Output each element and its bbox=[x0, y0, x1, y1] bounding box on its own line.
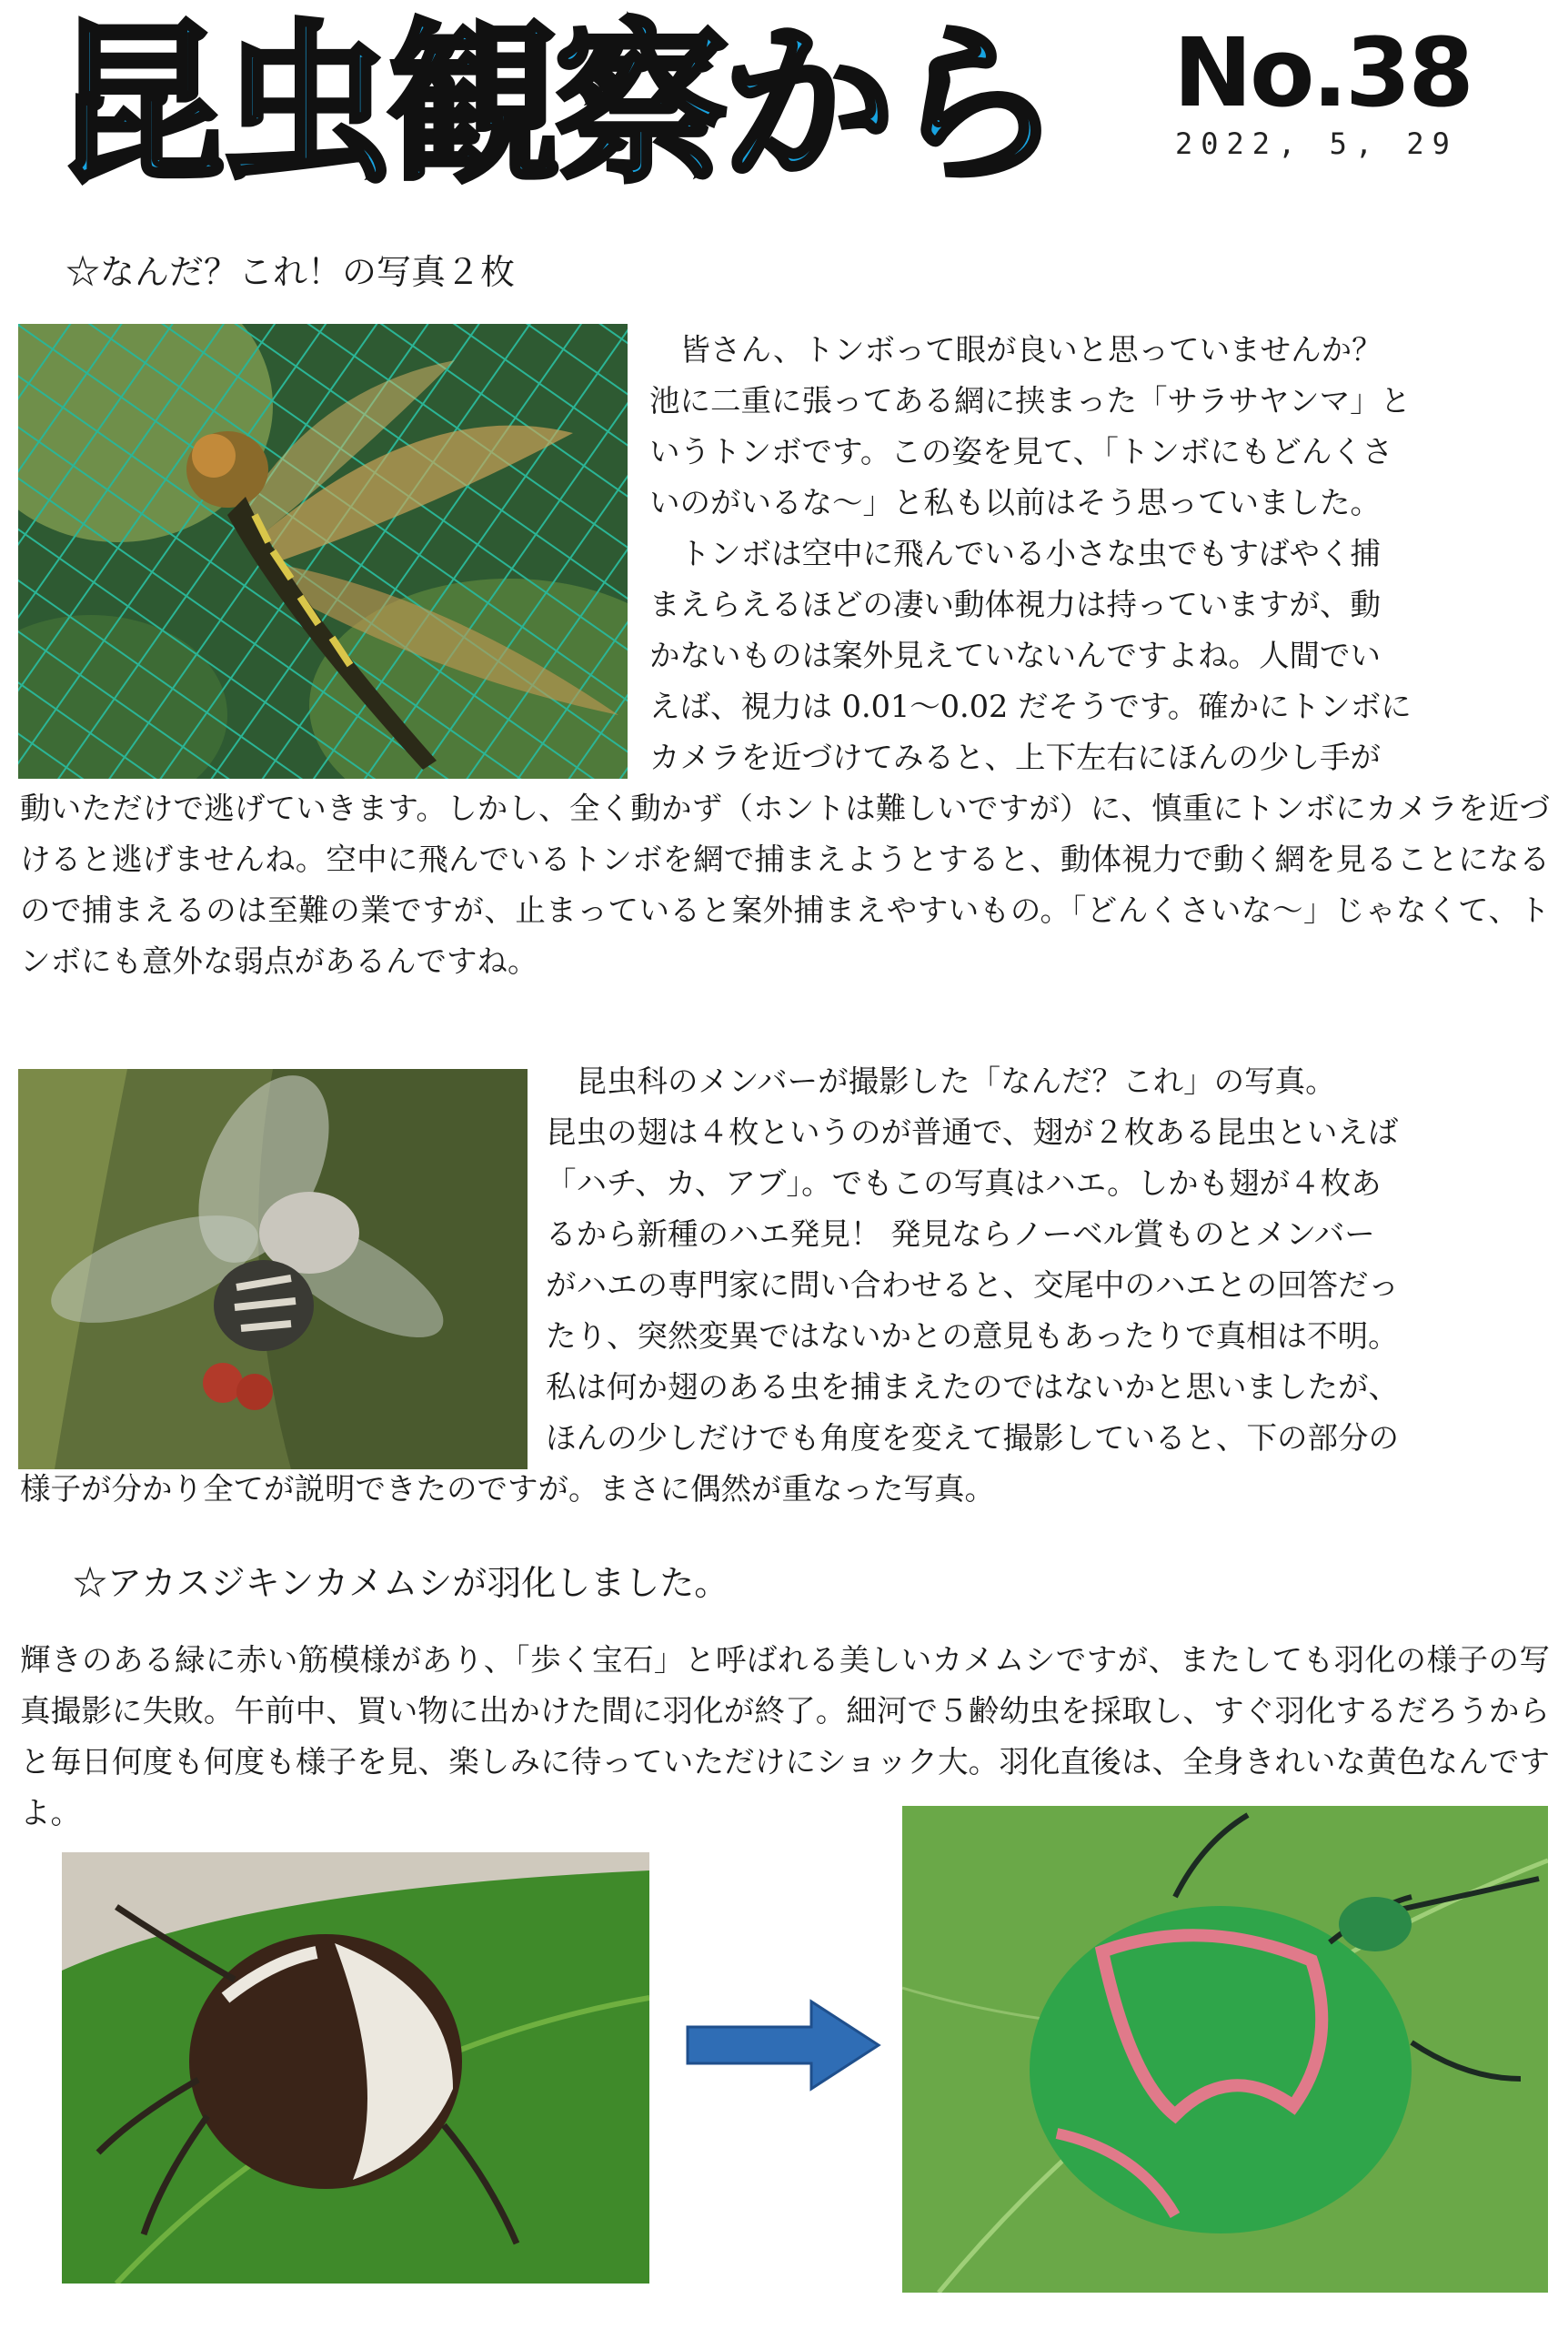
dragonfly-text-column bbox=[649, 325, 1550, 783]
stink-bug-text: 輝きのある緑に赤い筋模様があり、「歩く宝石」と呼ばれる美しいカメムシですが、またしても羽化の様子の写真撮影に失敗。午前中、買い物に出かけた間に羽化が終了。細河で５齢幼虫を採取し、すぐ羽化するだろうからと毎日何度も何度も様子を見、楽しみに待っていただけにショック大。羽化直後は、全身きれいな黄色なんですよ。 bbox=[20, 1642, 1550, 1830]
fly-photo bbox=[18, 1069, 528, 1469]
section-heading-mystery-photos: ☆なんだ？これ！の写真２枚 bbox=[65, 252, 516, 292]
text-line: えば、視力は 0.01〜0.02 だそうです。確かにトンボに bbox=[649, 689, 1412, 724]
text-line: 昆虫科のメンバーが撮影した「なんだ？これ」の写真。 bbox=[546, 1064, 1336, 1099]
section-heading-stink-bug: ☆アカスジキンカメムシが羽化しました。 bbox=[73, 1563, 729, 1603]
newsletter-title: 昆虫観察から bbox=[53, 5, 1058, 206]
dragonfly-photo bbox=[18, 324, 628, 779]
text-line: かないものは案外見えていないんですよね。人間でい bbox=[649, 638, 1381, 673]
stink-bug-nymph-photo bbox=[62, 1852, 649, 2284]
text-line: いうトンボです。この姿を見て、「トンボにもどんくさ bbox=[649, 434, 1393, 469]
fly-text-continued: 様子が分かり全てが説明できたのですが。まさに偶然が重なった写真。 bbox=[20, 1471, 995, 1507]
stink-bug-adult-photo bbox=[902, 1806, 1548, 2293]
text-line: がハエの専門家に問い合わせると、交尾中のハエとの回答だっ bbox=[546, 1267, 1399, 1303]
text-line: まえらえるほどの凄い動体視力は持っていますが、動 bbox=[649, 587, 1381, 622]
text-line: いのがいるな〜」と私も以前はそう思っていました。 bbox=[649, 485, 1381, 520]
text-line: たり、突然変異ではないかとの意見もあったりで真相は不明。 bbox=[546, 1318, 1399, 1354]
text-line: 昆虫の翅は４枚というのが普通で、翅が２枚ある昆虫といえば bbox=[546, 1114, 1399, 1150]
dragonfly-text-continued: 動いただけで逃げていきます。しかし、全く動かず（ホントは難しいですが）に、慎重にトンボにカメラを近づけると逃げませんね。空中に飛んでいるトンボを網で捕まえようとすると、動体視力で動く網を見ることになるので捕まえるのは至難の業ですが、止まっていると案外捕まえやすいもの。「どんくさいな〜」じゃなくて、トンボにも意外な弱点があるんですね。 bbox=[20, 791, 1550, 979]
fly-text-column bbox=[546, 1056, 1550, 1464]
issue-number: No.38 bbox=[1173, 17, 1472, 128]
text-line: 皆さん、トンボって眼が良いと思っていませんか？ bbox=[649, 332, 1382, 368]
right-arrow-icon bbox=[684, 1998, 884, 2092]
text-line: るから新種のハエ発見！ 発見ならノーベル賞ものとメンバー bbox=[546, 1216, 1375, 1252]
text-line: 「ハチ、カ、アブ」。でもこの写真はハエ。しかも翅が４枚あ bbox=[546, 1165, 1382, 1201]
issue-date: 2022, 5, 29 bbox=[1175, 126, 1458, 161]
text-line: カメラを近づけてみると、上下左右にほんの少し手が bbox=[649, 740, 1381, 775]
text-line: 池に二重に張ってある網に挟まった「サラサヤンマ」と bbox=[649, 383, 1412, 418]
text-line: ほんの少しだけでも角度を変えて撮影していると、下の部分の bbox=[546, 1420, 1399, 1456]
text-line: 私は何か翅のある虫を捕まえたのではないかと思いましたが、 bbox=[546, 1369, 1399, 1405]
text-line: トンボは空中に飛んでいる小さな虫でもすばやく捕 bbox=[649, 536, 1381, 571]
